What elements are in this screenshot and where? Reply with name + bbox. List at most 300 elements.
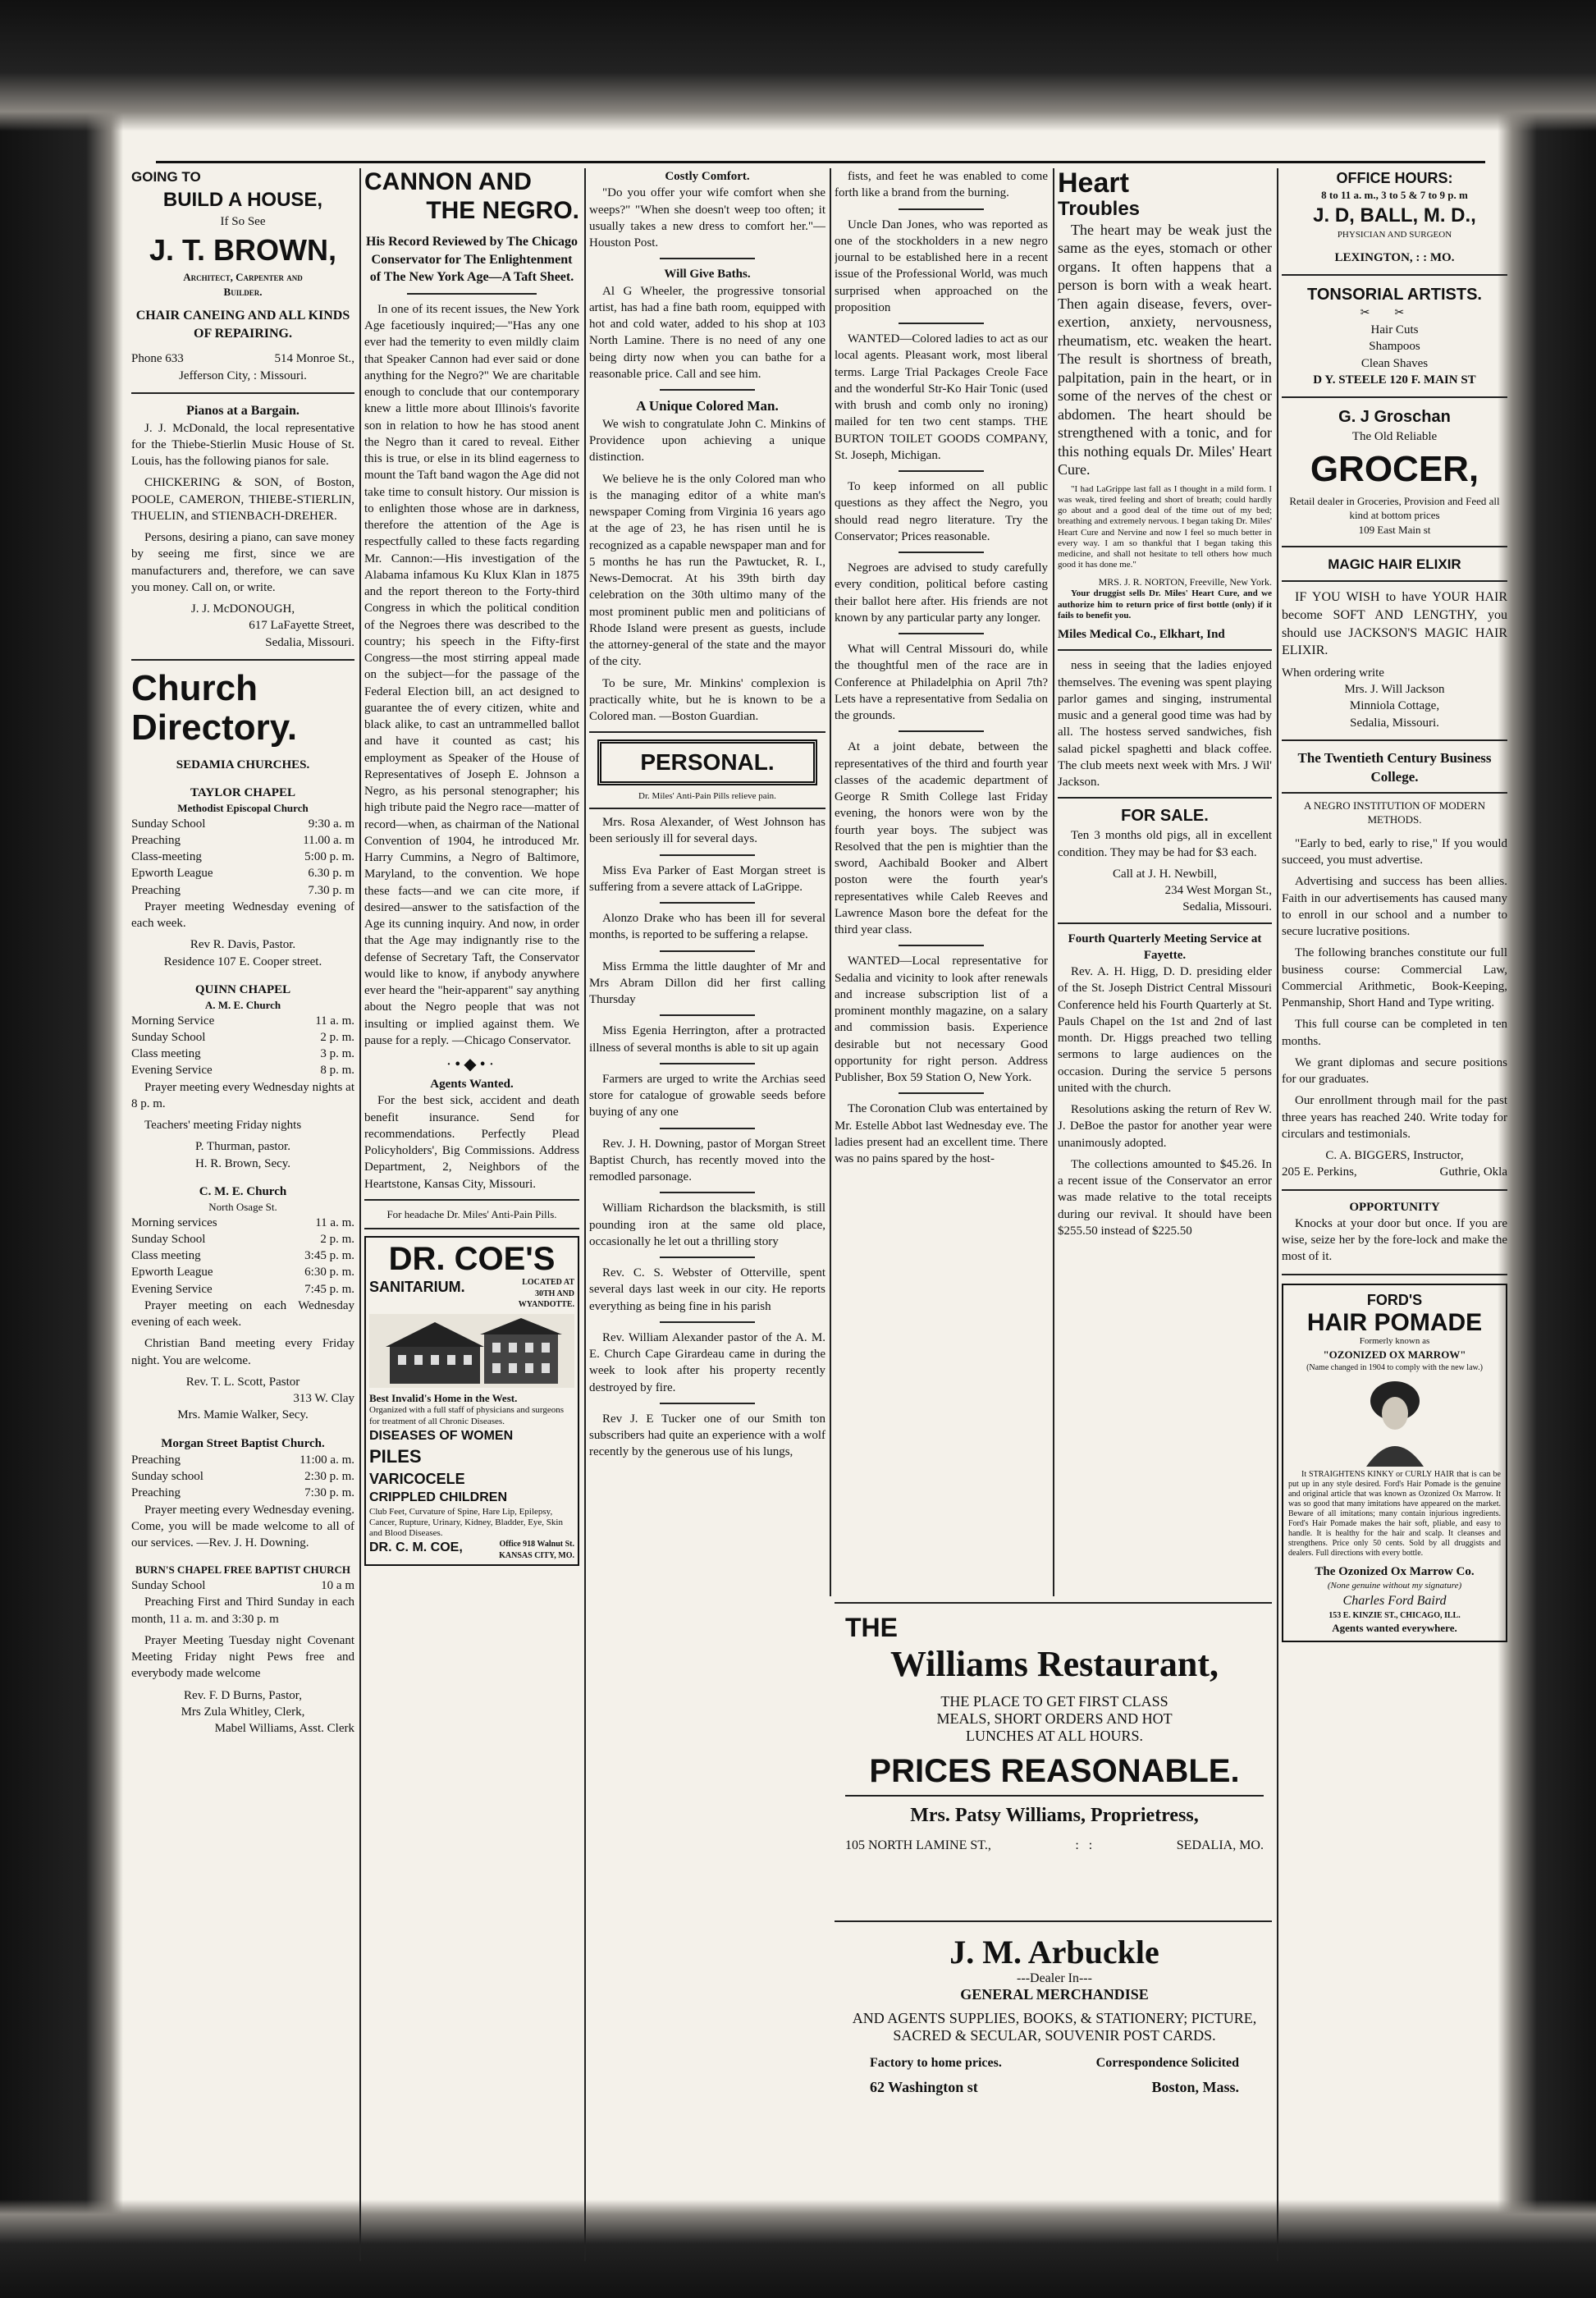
news-item: The Coronation Club was entertained by Mr. Estelle Abbot last Wednesday eve. The ladies present had an excellent time. There was no pains spared by the host- xyxy=(835,1102,1048,1165)
arbuckle-line2: Correspondence Solicited xyxy=(1095,2056,1239,2070)
unique-para-3: To be sure, Mr. Minkins' complexion is practically white, but he is known to be a Colored man. —Boston Guardian. xyxy=(589,676,825,724)
pomade-agents: Agents wanted everywhere. xyxy=(1332,1622,1457,1635)
section-rule xyxy=(899,470,984,472)
quinn-schedule xyxy=(131,1013,354,1079)
costly-title: Costly Comfort. xyxy=(665,170,750,183)
college-signature: C. A. BIGGERS, Instructor, xyxy=(1325,1149,1464,1163)
williams-line2: MEALS, SHORT ORDERS AND HOT xyxy=(936,1710,1173,1727)
section-rule xyxy=(1282,739,1507,741)
schedule-time: 6.30 p. m xyxy=(308,867,354,881)
arbuckle-address: 62 Washington st xyxy=(870,2079,978,2095)
elixir-body: IF YOU WISH to have YOUR HAIR become SOFT AND LENGTHY, you should use JACKSON'S MAGIC HAIR ELIXIR. xyxy=(1282,590,1507,658)
section-rule xyxy=(660,1014,754,1016)
brown-city: Jefferson City, : Missouri. xyxy=(179,369,307,382)
schedule-row xyxy=(131,1062,354,1078)
arbuckle-body: AND AGENTS SUPPLIES, BOOKS, & STATIONERY; PICTURE, SACRED & SECULAR, SOUVENIR POST CARDS. xyxy=(852,2010,1257,2044)
quinn-chapel xyxy=(131,982,354,1172)
schedule-row xyxy=(131,1485,354,1501)
ball-hours-title: OFFICE HOURS: xyxy=(1336,170,1453,186)
personal-item: Rev. J. H. Downing, pastor of Morgan Street Baptist Church, has recently moved into the remodled parsonage. xyxy=(589,1137,825,1184)
college-quote: "Early to bed, early to rise," If you would succeed, you must advertise. xyxy=(1282,836,1507,867)
scan-edge-right xyxy=(1498,0,1596,2298)
tonsorial-ad xyxy=(1282,284,1507,388)
schedule-label: Preaching xyxy=(131,833,181,847)
sanitarium-building-image xyxy=(369,1314,574,1388)
schedule-label: Epworth League xyxy=(131,867,213,881)
pomade-signature: Charles Ford Baird xyxy=(1342,1594,1447,1609)
news-item: What will Central Missouri do, while the thoughtful men of the race are in Conference at Philadelphia on April 7th? Lets have a representative from Sedalia on the grounds. xyxy=(835,643,1048,722)
pomade-note: (Name changed in 1904 to comply with the new law.) xyxy=(1306,1362,1483,1372)
section-rule xyxy=(364,1228,579,1229)
schedule-label: Preaching xyxy=(131,1453,181,1467)
tonsorial-signature: D Y. STEELE 120 F. MAIN ST xyxy=(1313,373,1476,387)
quarterly-meeting xyxy=(1058,931,1272,1240)
brown-line6: CHAIR CANEING AND ALL KINDS OF REPAIRING. xyxy=(135,309,350,341)
burns-assistant-clerk: Mabel Williams, Asst. Clerk xyxy=(214,1722,354,1736)
williams-prices: PRICES REASONABLE. xyxy=(869,1753,1240,1789)
pianos-signature-city: Sedalia, Missouri. xyxy=(265,635,354,649)
brown-line3: If So See xyxy=(220,215,266,229)
schedule-row xyxy=(131,1029,354,1046)
column-3 xyxy=(589,168,825,2261)
news-item: To keep informed on all public questions as they affect the Negro, you should read negro literature. Try the Conservator; Prices reasonable. xyxy=(835,480,1048,543)
brown-contact xyxy=(131,350,354,367)
schedule-time: 3 p. m. xyxy=(320,1047,354,1061)
directory-title-2: Directory. xyxy=(131,707,298,748)
brown-address: 514 Monroe St., xyxy=(274,352,354,366)
schedule-row xyxy=(131,1577,354,1594)
schedule-row xyxy=(131,1231,354,1247)
schedule-row xyxy=(131,1215,354,1231)
schedule-label: Sunday School xyxy=(131,1579,206,1593)
tonsorial-line3: Clean Shaves xyxy=(1360,356,1429,370)
coe-line6: CRIPPLED CHILDREN xyxy=(369,1490,508,1505)
schedule-time: 11 a. m. xyxy=(315,1014,354,1028)
schedule-label: Class meeting xyxy=(131,1249,201,1263)
directory-title-1: Church xyxy=(131,667,258,708)
schedule-time: 7:45 p. m. xyxy=(304,1282,354,1296)
grocer-address: 109 East Main st xyxy=(1358,523,1431,536)
college-paragraphs xyxy=(1282,873,1507,1142)
column-4-items xyxy=(835,168,1048,1167)
column-6 xyxy=(1282,168,1507,2261)
elixir-signature: Mrs. J. Will Jackson xyxy=(1344,683,1445,697)
quarterly-body2: Resolutions asking the return of Rev W. J. DeBoe the pastor for another year were unanimously adopted. xyxy=(1058,1103,1272,1150)
elixir-ad xyxy=(1282,556,1507,731)
cme-note: Prayer meeting on each Wednesday evening of each week. xyxy=(131,1298,354,1330)
section-rule xyxy=(131,392,354,394)
grocer-body: Retail dealer in Groceries, Provision and Feed all kind at bottom prices xyxy=(1289,494,1500,522)
quarterly-body3: The collections amounted to $45.26. In a recent issue of the Conservator an error was made relative to the total receipts during our revival. It should have been $255.50 instead of $225.50 xyxy=(1058,1157,1272,1238)
schedule-label: Preaching xyxy=(131,1486,181,1500)
directory-subtitle: SEDAMIA CHURCHES. xyxy=(176,758,310,771)
baths-body: Al G Wheeler, the progressive tonsorial artist, has had a fine bath room, equipped with hot and cold water, added to his shop at 103 North Lamine. There is no need of any one being dirty now when you can bathe for a reasonable price. Call and see him. xyxy=(589,284,825,381)
tonsorial-line2: Shampoos xyxy=(1369,340,1420,354)
cannon-title-1: CANNON AND xyxy=(364,168,532,195)
agents-title: Agents Wanted. xyxy=(430,1078,514,1092)
personal-title: PERSONAL. xyxy=(640,749,775,776)
elixir-signature-3: Sedalia, Missouri. xyxy=(1350,716,1439,730)
personal-item: Farmers are urged to write the Archias seed store for catalogue of growable seeds before buying of any one xyxy=(589,1072,825,1119)
schedule-label: Sunday School xyxy=(131,1030,206,1044)
personal-item: Miss Ermma the little daughter of Mr and Mrs Abram Dillon did her first calling Thursday xyxy=(589,959,825,1007)
section-rule xyxy=(364,1199,579,1201)
personal-item: Alonzo Drake who has been ill for several months, is reported to be suffering a relapse. xyxy=(589,912,825,942)
schedule-label: Preaching xyxy=(131,883,181,897)
sale-ad xyxy=(1058,805,1272,915)
section-rule xyxy=(835,1602,1272,1604)
schedule-label: Epworth League xyxy=(131,1266,213,1279)
schedule-time: 5:00 p. m. xyxy=(304,850,354,864)
section-rule xyxy=(660,1257,754,1258)
schedule-row xyxy=(131,1264,354,1280)
arbuckle-line1: Factory to home prices. xyxy=(870,2056,1002,2070)
williams-line1: THE PLACE TO GET FIRST CLASS xyxy=(940,1693,1168,1710)
sale-city: Sedalia, Missouri. xyxy=(1182,900,1272,914)
morgan-title: Morgan Street Baptist Church. xyxy=(161,1436,325,1450)
woman-portrait-icon xyxy=(1358,1376,1432,1467)
taylor-note: Prayer meeting Wednesday evening of each week. xyxy=(131,900,354,931)
quinn-pastor: P. Thurman, pastor. xyxy=(195,1140,290,1154)
pianos-signature: J. J. McDONOUGH, xyxy=(190,602,295,616)
arbuckle-factory-row xyxy=(845,2056,1264,2071)
section-rule xyxy=(899,1092,984,1094)
header-rule xyxy=(156,161,1485,163)
schedule-label: Evening Service xyxy=(131,1282,213,1296)
college-subtitle: A NEGRO INSTITUTION OF MODERN METHODS. xyxy=(1304,799,1485,826)
schedule-time: 6:30 p. m. xyxy=(304,1266,354,1279)
section-rule xyxy=(835,1920,1272,1922)
cannon-body: In one of its recent issues, the New York Age facetiously inquired;—"Has any one ever had the temerity to even mildly claim that Speaker Cannon had ever said or done anything for the Negro?" We are charitable enough to conclude that our contemporary knew a little more about Illinois's favorite son in relation to how he has stood anent the Negro than it cared to reveal. Either this is true, or else in its blind eagerness to mount the Taft band wagon the Age did not take time to consult history. Our mission is to enlighten those whose are in darkness, therefore the attention of the Age is respectfully called to these facts regarding Mr. Cannon:—His investigation of the Alabama infamous Ku Klux Klan in 1875 and the report thereon to the Forty-third Congress in which the political condition of the Negroes there was described to the country; his speech in the Fifty-first Congress—the most stirring appeal made on the subject—for the passage of the Federal Election bill, an act designed to guarantee the of every citizen, white and black alike, to cast an untrammelled ballot and have it counted as cast; his employment as Speaker of the House of Representatives of Joseph E. Johnson a Negro, as his personal stenographer; his high tribute paid the Negro race—matter of record—when, as chairman of the National Convention of 1904, he introduced Mr. Harry Cummins, a Negro of Baltimore, Maryland, to the convention. We hope these facts—and we can cite more, if desired—answer to the satisfaction of the Age its cunning inquiry. And now, in order that the Age may indignantly rise to the defense of Secretary Taft, the Conservator would like to know, if anybody anywhere ever heard the "heir-apparent" say anything about the Negro people that was not insulting or implied against them. We pause for a reply. —Chicago Conservator. xyxy=(364,302,579,1047)
heart-signature: MRS. J. R. NORTON, Freeville, New York. xyxy=(1098,576,1272,588)
ball-city: LEXINGTON, : : MO. xyxy=(1334,251,1455,265)
williams-separator: : : xyxy=(1075,1838,1093,1852)
coe-header xyxy=(369,1277,574,1311)
schedule-time: 2 p. m. xyxy=(320,1030,354,1044)
schedule-time: 2 p. m. xyxy=(320,1232,354,1246)
opportunity-title: OPPORTUNITY xyxy=(1349,1200,1440,1214)
ball-hours: 8 to 11 a. m., 3 to 5 & 7 to 9 p. m xyxy=(1321,189,1468,202)
schedule-row xyxy=(131,832,354,849)
personal-items xyxy=(589,814,825,1461)
personal-miles-ad: Dr. Miles' Anti-Pain Pills relieve pain. xyxy=(638,791,776,802)
news-item: WANTED—Colored ladies to act as our local agents. Pleasant work, most liberal terms. Large Trial Packages Creole Face and the wonderful Str-Ko Hair Tonic (used with brush and comb only no ironing) mailed for ten two cent stamps. THE BURTON TOILET GOODS COMPANY, St. Joseph, Michigan. xyxy=(835,332,1048,462)
schedule-row xyxy=(131,1013,354,1029)
personal-heading-box xyxy=(597,739,817,785)
section-rule xyxy=(660,1321,754,1323)
schedule-time: 2:30 p. m. xyxy=(304,1470,354,1484)
coe-line7: Club Feet, Curvature of Spine, Hare Lip, Epilepsy, Cancer, Rupture, Urinary, Kidney, Bladder, Eye, Skin and Blood Diseases. xyxy=(369,1506,563,1539)
heart-note: Your druggist sells Dr. Miles' Heart Cure, and we authorize him to return price of first bottle (only) if it fails to benefit you. xyxy=(1058,588,1272,620)
section-rule xyxy=(845,1795,1264,1797)
arbuckle-general-merchandise: GENERAL MERCHANDISE xyxy=(960,1986,1149,2003)
pomade-old-name: "OZONIZED OX MARROW" xyxy=(1323,1348,1466,1362)
section-rule xyxy=(131,659,354,661)
section-rule xyxy=(899,945,984,946)
coe-line1: Best Invalid's Home in the West. xyxy=(369,1391,518,1404)
news-item: WANTED—Local representative for Sedalia and vicinity to look after renewals and increase subscription list of a prominent monthly magazine, on a salary and commission basis. Experience desirable but not necessary Good opportunity for right person. Address Publisher, Box 59 Station O, New York. xyxy=(835,954,1048,1084)
taylor-chapel xyxy=(131,785,354,970)
schedule-time: 9:30 a. m xyxy=(308,817,354,831)
opportunity-body: Knocks at your door but once. If you are wise, seize her by the fore-lock and make the most of it. xyxy=(1282,1216,1507,1264)
section-rule xyxy=(660,950,754,952)
cme-note2: Christian Band meeting every Friday night. You are welcome. xyxy=(131,1337,354,1367)
cannon-title-2: THE NEGRO. xyxy=(426,196,579,224)
college-address: 205 E. Perkins, xyxy=(1282,1165,1357,1179)
college-paragraph: The following branches constitute our full business course: Commercial Law, Commercial Arithmetic, Book-Keeping, Penmanship, Short Hand and Type writing. xyxy=(1282,946,1507,1010)
burns-schedule xyxy=(131,1577,354,1594)
pianos-ad xyxy=(131,402,354,651)
coe-line2: Organized with a full staff of physicians and surgeons for treatment of all Chronic Diseases. xyxy=(369,1405,565,1426)
column-4 xyxy=(835,168,1048,1596)
ball-ad xyxy=(1282,168,1507,266)
taylor-schedule xyxy=(131,816,354,899)
heart-title-2: Troubles xyxy=(1058,198,1141,221)
heart-body: The heart may be weak just the same as the eyes, stomach or other organs. It often happens that a person is born with a weak heart. Then again disease, fevers, over-exertion, anxiety, nervousness, rheumatism, etc. weaken the heart. The result is shortness of breath, palpitation, pain in the heart, or in some of the nerves of the chest or abdomen. The heart should be strengthened with a tonic, and for this nothing equals Dr. Miles' Heart Cure. xyxy=(1058,221,1272,478)
taylor-residence: Residence 107 E. Cooper street. xyxy=(163,954,322,968)
section-rule xyxy=(660,1192,754,1193)
ball-name: J. D, BALL, M. D., xyxy=(1313,204,1476,227)
section-rule xyxy=(1282,546,1507,547)
pomade-body: It STRAIGHTENS KINKY or CURLY HAIR that is can be put up in any style desired. Ford's Hair Pomade is the genuine and original article that was known as Ozonized Ox Marrow. It was so good that many imitations have appeared on the market. Beware of all imitations; many contain injurious ingredients. Ford's Hair Pomade makes the hair soft, pliable, and easy to handle. It is healthy for the hair and scalp. It cleanses and strengthens. Price only 50 cents. Sold by all druggists and dealers. Full directions with every bottle. xyxy=(1288,1470,1501,1559)
grocer-ad xyxy=(1282,406,1507,537)
section-rule xyxy=(589,808,825,809)
miles-ad: For headache Dr. Miles' Anti-Pain Pills. xyxy=(386,1207,557,1220)
section-rule xyxy=(1282,792,1507,794)
section-rule xyxy=(589,731,825,733)
heart-company: Miles Medical Co., Elkhart, Ind xyxy=(1058,628,1225,642)
quarterly-body: Rev. A. H. Higg, D. D. presiding elder of the St. Joseph District Central Missouri Conference held his Fourth Quarterly at St. Pauls Chapel on the 1st and 2nd of last month. Dr. Higgs preached two telling sermons to large audiences on the occasion. During the service 5 persons united with the church. xyxy=(1058,965,1272,1095)
schedule-time: 8 p. m. xyxy=(320,1064,354,1078)
quinn-subtitle: A. M. E. Church xyxy=(204,999,281,1012)
personal-item: Miss Egenia Herrington, after a protracted illness of several months is able to sit up again xyxy=(589,1024,825,1055)
arbuckle-ad xyxy=(845,1933,1264,2204)
schedule-label: Sunday school xyxy=(131,1470,204,1484)
cme-subtitle: North Osage St. xyxy=(208,1201,277,1214)
sale-title: FOR SALE. xyxy=(1121,807,1209,826)
section-rule xyxy=(1282,580,1507,582)
schedule-time: 3:45 p. m. xyxy=(304,1249,354,1263)
schedule-row xyxy=(131,1468,354,1485)
pomade-company-note: (None genuine without my signature) xyxy=(1327,1581,1462,1591)
pomade-title: HAIR POMADE xyxy=(1306,1308,1483,1336)
williams-proprietress: Mrs. Patsy Williams, Proprietress, xyxy=(910,1805,1199,1826)
cme-schedule xyxy=(131,1215,354,1298)
college-title: The Twentieth Century Business College. xyxy=(1297,749,1492,785)
news-item: fists, and feet he was enabled to come forth like a brand from the burning. xyxy=(835,170,1048,200)
sale-call: Call at J. H. Newbill, xyxy=(1112,867,1218,881)
portrait-image xyxy=(1358,1376,1432,1467)
quinn-note2: Teachers' meeting Friday nights xyxy=(144,1119,302,1133)
brown-line5: Builder. xyxy=(223,285,263,298)
unique-para-1: We wish to congratulate John C. Minkins of Providence upon achieving a unique distinction. xyxy=(589,417,825,465)
schedule-label: Evening Service xyxy=(131,1064,213,1078)
personal-item: Rev. C. S. Webster of Otterville, spent several days last week in our city. He reports everything as being fine in his parish xyxy=(589,1266,825,1313)
section-rule xyxy=(407,293,536,295)
column-rule xyxy=(1053,168,1054,1596)
college-address-row xyxy=(1282,1164,1507,1180)
section-rule xyxy=(899,208,984,210)
williams-restaurant-ad xyxy=(845,1613,1264,1908)
coe-title: DR. COE'S xyxy=(388,1241,556,1278)
unique-title: A Unique Colored Man. xyxy=(636,398,779,414)
personal-item: Rev. William Alexander pastor of the A. M. E. Church Cape Girardeau came in during the week to look after his property recently destroyed by fire. xyxy=(589,1330,825,1394)
college-city: Guthrie, Okla xyxy=(1439,1165,1507,1179)
pianos-title: Pianos at a Bargain. xyxy=(186,403,300,418)
scan-edge-top xyxy=(0,0,1596,131)
news-item: Uncle Dan Jones, who was reported as one of the stockholders in a new negro journal to be established here in a recent issue of the Professional World, was much surprised when approached on the proposition xyxy=(835,217,1048,314)
section-rule xyxy=(660,1128,754,1129)
williams-address-row xyxy=(845,1838,1264,1853)
column-5 xyxy=(1058,168,1272,1596)
schedule-label: Sunday School xyxy=(131,817,206,831)
coe-sanitarium-ad xyxy=(364,1236,579,1566)
pianos-body2: Persons, desiring a piano, can save money by seeing me first, since we are manufacturers and, therefore, we can save you money. Call on, or write. xyxy=(131,531,354,594)
section-rule xyxy=(660,1063,754,1064)
coe-signature xyxy=(369,1539,574,1561)
baths-title: Will Give Baths. xyxy=(664,268,751,282)
section-rule xyxy=(660,854,754,856)
agents-body: For the best sick, accident and death benefit insurance. Send for recommendations. Perfectly Plead Policyholders', Big Commissions. Address Department, 2, Neighbors of the Heartstone, Kansas City, Missouri. xyxy=(364,1094,579,1191)
scan-edge-left xyxy=(0,0,123,2298)
section-rule xyxy=(899,730,984,732)
pomade-ad xyxy=(1282,1284,1507,1642)
coe-subtitle: SANITARIUM. xyxy=(369,1279,465,1296)
cannon-deck: His Record Reviewed by The Chicago Conservator for The Enlightenment of The New York Age—A Taft Sheet. xyxy=(366,235,578,285)
schedule-label: Class meeting xyxy=(131,1047,201,1061)
scissors-icon: ✂✂ xyxy=(1360,307,1429,320)
heart-title-1: Heart xyxy=(1058,168,1129,199)
opportunity-ad xyxy=(1282,1199,1507,1266)
college-paragraph: Our enrollment through mail for the past three years has reached 240. Write today for circulars and testimonials. xyxy=(1282,1094,1507,1141)
coe-line5: VARICOCELE xyxy=(369,1471,465,1488)
grocer-name: G. J Groschan xyxy=(1338,408,1451,427)
morgan-note: Prayer meeting every Wednesday evening. Come, you will be made welcome to all of our services. —Rev. J. H. Downing. xyxy=(131,1503,354,1550)
club-continued: ness in seeing that the ladies enjoyed themselves. The evening was spent playing parlor games and singing, instrumental music and a general good time was had by all. The hostess served sandwiches, fish salad pickel spaghetti and black coffee. The club meets next week with Mrs. J Wil' Jackson. xyxy=(1058,659,1272,790)
schedule-time: 10 a m xyxy=(321,1579,354,1593)
schedule-time: 11:00 a. m. xyxy=(300,1453,354,1467)
column-rule xyxy=(359,168,361,2261)
burns-pastor: Rev. F. D Burns, Pastor, xyxy=(184,1688,302,1702)
quarterly-title: Fourth Quarterly Meeting Service at Fayette. xyxy=(1068,932,1262,962)
pomade-formerly: Formerly known as xyxy=(1359,1336,1430,1347)
williams-city: SEDALIA, MO. xyxy=(1176,1838,1264,1852)
section-rule xyxy=(1058,797,1272,799)
cme-secretary: Mrs. Mamie Walker, Secy. xyxy=(177,1408,309,1422)
pomade-address: 153 E. KINZIE ST., CHICAGO, ILL. xyxy=(1328,1610,1461,1620)
brown-line4: Architect, Carpenter and xyxy=(183,271,303,284)
schedule-label: Class-meeting xyxy=(131,850,202,864)
personal-item: Miss Eva Parker of East Morgan street is suffering from a severe attack of LaGrippe. xyxy=(589,863,825,894)
pianos-signature-street: 617 LaFayette Street, xyxy=(249,619,354,633)
taylor-subtitle: Methodist Episcopal Church xyxy=(177,802,309,815)
unique-para-2: We believe he is the only Colored man who is the managing editor of a white man's newspaper Coming from Virginia 16 years ago at the age of 23, he has risen until he is recognized as a capable newspaper man and for 5 months he has run the Pawtucket, R. I., News-Democrat. At his 39th birth day celebration on the 30th ultimo many of the most prominent public men and politicians of Rhode Island were present as guests, include the attorney-general of the state and the mayor of the city. xyxy=(589,472,825,669)
schedule-row xyxy=(131,865,354,881)
schedule-row xyxy=(131,816,354,832)
morgan-church xyxy=(131,1435,354,1552)
burns-title: BURN'S CHAPEL FREE BAPTIST CHURCH xyxy=(135,1563,350,1577)
schedule-time: 7:30 p. m. xyxy=(304,1486,354,1500)
burns-note2: Prayer Meeting Tuesday night Covenant Meeting Friday night Pews free and everybody made welcome xyxy=(131,1633,354,1681)
coe-line3: DISEASES OF WOMEN xyxy=(369,1428,514,1443)
schedule-row xyxy=(131,1247,354,1264)
elixir-signature-2: Minniola Cottage, xyxy=(1349,699,1440,713)
section-rule xyxy=(660,389,754,391)
ornament-divider: ·•◆•· xyxy=(446,1055,498,1074)
heart-testimonial: "I had LaGrippe last fall as I thought in a mild form. I was weak, tired feeling and short of breath; could hardly go about and a good deal of the time out of my bed; breathing and extremely nervous. I began taking Dr. Miles' Heart Cure and Nervine and now I feel so much better in every way. I am so thankful that I began taking this medicine, and shall not hesitate to tell others how much good it has done me." xyxy=(1058,483,1272,570)
schedule-row xyxy=(131,1281,354,1298)
costly-body: "Do you offer your wife comfort when she weeps?" "When she doesn't weep too often; it usually takes a new dress to comfort her."—Houston Post. xyxy=(589,186,825,249)
schedule-row xyxy=(131,849,354,865)
sale-address: 234 West Morgan St., xyxy=(1164,884,1272,898)
section-rule xyxy=(1282,396,1507,398)
cme-address: 313 W. Clay xyxy=(293,1392,354,1406)
arbuckle-city: Boston, Mass. xyxy=(1151,2079,1239,2095)
section-rule xyxy=(660,1403,754,1404)
section-rule xyxy=(1282,1274,1507,1275)
news-item: At a joint debate, between the representatives of the third and fourth year classes of the academic department of George R Smith College last Friday evening, the honors were won by the fourth year boys. The subject was Resolved that the pen is mightier than the sword, Aachibald Booker and Albert poston were the fourth year's representatives while Caleb Reeves and Lawrence Mason bore the defeat for the third year class. xyxy=(835,740,1048,936)
coe-location: LOCATED AT 30TH AND WYANDOTTE. xyxy=(518,1278,574,1310)
arbuckle-dealer: ---Dealer In--- xyxy=(1017,1971,1092,1985)
grocer-title: GROCER, xyxy=(1310,449,1479,490)
section-rule xyxy=(660,902,754,904)
pianos-body: J. J. McDonald, the local representative for the Thiebe-Stierlin Music House of St. Louis, has the following pianos for sale. xyxy=(131,421,354,469)
schedule-time: 11.00 a. m xyxy=(303,833,354,847)
schedule-time: 11 a. m. xyxy=(315,1215,354,1229)
grocer-tagline: The Old Reliable xyxy=(1351,430,1438,444)
sale-body: Ten 3 months old pigs, all in excellent condition. They may be had for $3 each. xyxy=(1058,829,1272,859)
burns-clerk: Mrs Zula Whitley, Clerk, xyxy=(181,1705,305,1719)
church-directory xyxy=(131,669,354,1737)
section-rule xyxy=(1058,922,1272,924)
college-ad xyxy=(1282,749,1507,1181)
section-rule xyxy=(660,258,754,259)
arbuckle-name: J. M. Arbuckle xyxy=(949,1934,1159,1971)
tonsorial-title: TONSORIAL ARTISTS. xyxy=(1307,286,1482,304)
section-rule xyxy=(1058,649,1272,651)
column-rule xyxy=(830,168,831,1596)
coe-line4: PILES xyxy=(369,1446,422,1467)
elixir-title: MAGIC HAIR ELIXIR xyxy=(1328,556,1461,572)
brown-name: J. T. BROWN, xyxy=(149,232,336,267)
brown-line1: GOING TO xyxy=(131,169,201,185)
column-rule xyxy=(584,168,586,2261)
quinn-secretary: H. R. Brown, Secy. xyxy=(194,1156,291,1170)
morgan-schedule xyxy=(131,1452,354,1502)
schedule-row xyxy=(131,882,354,899)
brown-line2: BUILD A HOUSE, xyxy=(162,188,323,211)
column-2 xyxy=(364,168,579,2261)
taylor-pastor: Rev R. Davis, Pastor. xyxy=(190,938,296,952)
news-item: Negroes are advised to study carefully every condition, political before casting their ballot here after. His friends are not known by any particular party any longer. xyxy=(835,561,1048,625)
personal-item: Mrs. Rosa Alexander, of West Johnson has been seriously ill for several days. xyxy=(589,816,825,846)
burns-note: Preaching First and Third Sunday in each month, 11 a. m. and 3:30 p. m xyxy=(131,1595,354,1626)
college-paragraph: Advertising and success has been allies. Faith in our advertisements has caused many to enroll in our school and a number to secure lucrative positions. xyxy=(1282,875,1507,939)
ball-title: PHYSICIAN AND SURGEON xyxy=(1337,230,1452,240)
schedule-label: Morning Service xyxy=(131,1014,215,1028)
schedule-time: 7.30 p. m xyxy=(308,883,354,897)
schedule-row xyxy=(131,1452,354,1468)
section-rule xyxy=(899,633,984,634)
schedule-label: Morning services xyxy=(131,1215,217,1229)
section-rule xyxy=(899,323,984,324)
quinn-title: QUINN CHAPEL xyxy=(194,982,291,996)
heart-ad xyxy=(1058,168,1272,643)
personal-item: William Richardson the blacksmith, is still pounding iron at the same old place, occasionally he let out a thrilling story xyxy=(589,1202,825,1248)
williams-the: THE xyxy=(845,1613,898,1642)
cme-title: C. M. E. Church xyxy=(199,1184,287,1198)
quinn-note: Prayer meeting every Wednesday nights at 8 p. m. xyxy=(131,1080,354,1110)
